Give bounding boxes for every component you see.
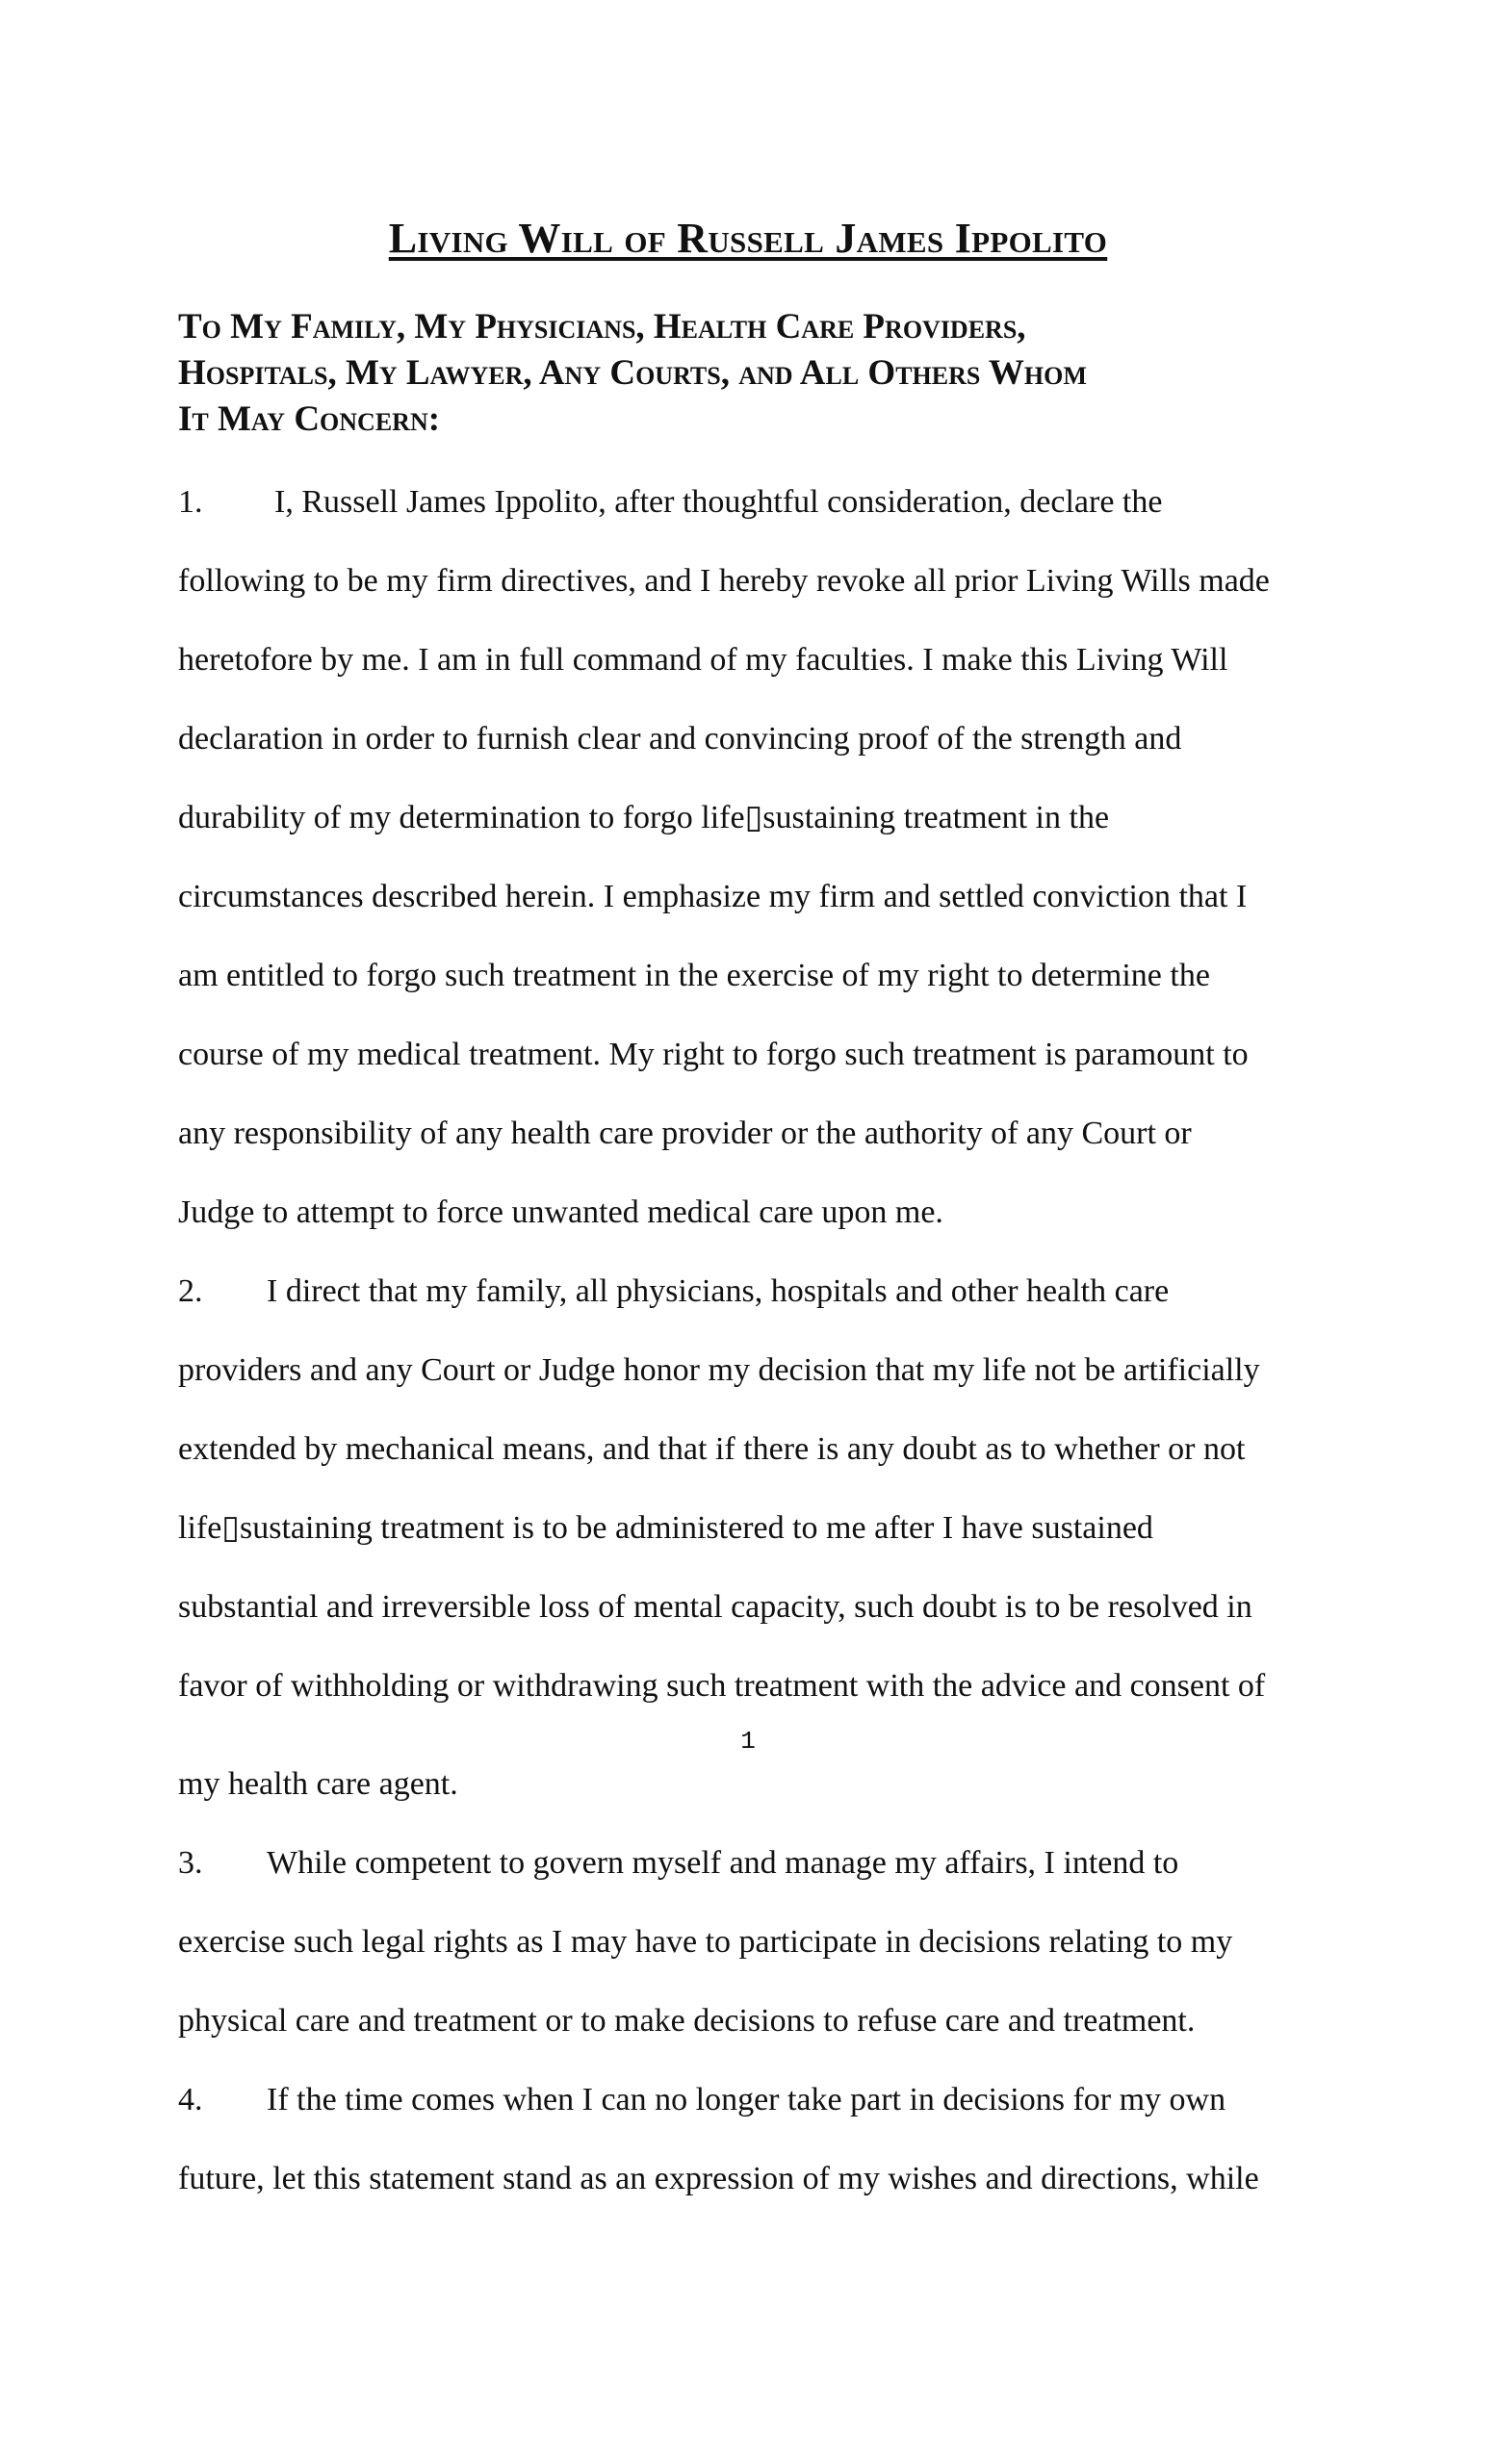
salutation-line: To My Family, My Physicians, Health Care Providers, xyxy=(178,307,1026,346)
paragraph-2-line: favor of withholding or withdrawing such treatment with the advice and consent of xyxy=(178,1668,1266,1704)
paragraph-1-line: circumstances described herein. I emphasize my firm and settled conviction that I xyxy=(178,879,1248,914)
salutation xyxy=(178,304,1333,443)
salutation-line: Hospitals, My Lawyer, Any Courts, and All Others Whom xyxy=(178,353,1087,393)
document-title: Living Will of Russell James Ippolito xyxy=(388,215,1108,262)
paragraph-1-line: Judge to attempt to force unwanted medical care upon me. xyxy=(178,1194,943,1230)
paragraph-2-line: extended by mechanical means, and that if there is any doubt as to whether or not xyxy=(178,1431,1246,1467)
paragraph-number: 1. xyxy=(178,484,203,520)
paragraph-3-line: exercise such legal rights as I may have to participate in decisions relating to my xyxy=(178,1924,1233,1960)
paragraph-1-line: any responsibility of any health care provider or the authority of any Court or xyxy=(178,1116,1192,1151)
paragraph-2-line: my health care agent. xyxy=(178,1766,458,1802)
paragraph-1-line: following to be my firm directives, and I hereby revoke all prior Living Wills made xyxy=(178,563,1270,599)
paragraph-4-line: future, let this statement stand as an expression of my wishes and directions, while xyxy=(178,2161,1259,2196)
page-number: 1 xyxy=(740,1727,756,1756)
paragraph-1-line: declaration in order to furnish clear and convincing proof of the strength and xyxy=(178,721,1182,757)
paragraph-1-line: durability of my determination to forgo life▯sustaining treatment in the xyxy=(178,800,1110,835)
paragraph-1-line: course of my medical treatment. My right to forgo such treatment is paramount to xyxy=(178,1037,1249,1072)
salutation-line: It May Concern: xyxy=(178,399,441,439)
paragraph-number: 4. xyxy=(178,2082,203,2118)
paragraph-1-line: am entitled to forgo such treatment in the exercise of my right to determine the xyxy=(178,958,1210,993)
paragraph-3-line: physical care and treatment or to make decisions to refuse care and treatment. xyxy=(178,2003,1196,2039)
paragraph-4-line: 4. If the time comes when I can no longer take part in decisions for my own xyxy=(178,2082,1226,2118)
paragraph-number: 2. xyxy=(178,1273,203,1309)
paragraph-number: 3. xyxy=(178,1845,203,1881)
paragraph-2-line: life▯sustaining treatment is to be administered to me after I have sustained xyxy=(178,1510,1153,1546)
paragraph-2-line: substantial and irreversible loss of mental capacity, such doubt is to be resolved in xyxy=(178,1589,1252,1625)
paragraph-2-line: 2. I direct that my family, all physicians, hospitals and other health care xyxy=(178,1273,1170,1309)
paragraph-1-line: 1. I, Russell James Ippolito, after thoughtful consideration, declare the xyxy=(178,484,1163,520)
paragraph-2-line: providers and any Court or Judge honor my decision that my life not be artificially xyxy=(178,1352,1260,1388)
paragraph-3-line: 3. While competent to govern myself and manage my affairs, I intend to xyxy=(178,1845,1179,1881)
paragraph-1-line: heretofore by me. I am in full command of my faculties. I make this Living Will xyxy=(178,642,1228,678)
